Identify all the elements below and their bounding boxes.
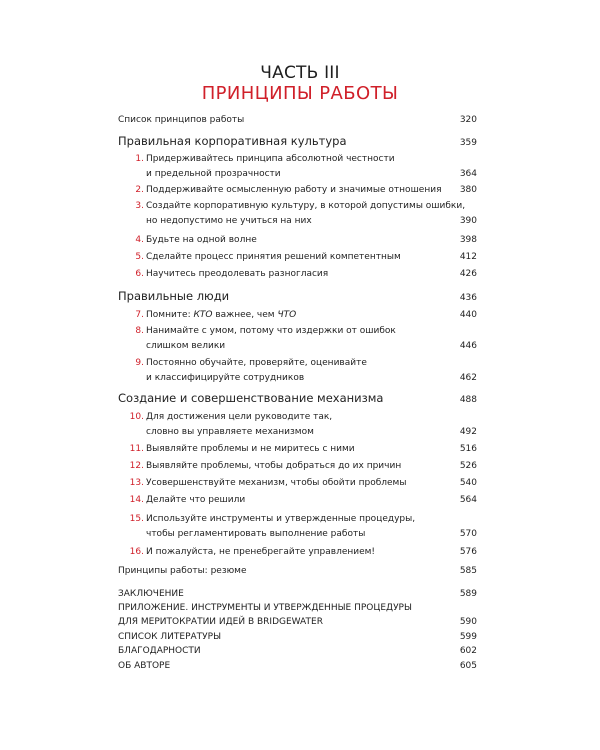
toc-item-label: Создайте корпоративную культуру, в которой допустимы ошибки, но недопустимо не учиться на них (146, 201, 466, 226)
toc-item-label: Постоянно обучайте, проверяйте, оценивайте и классифицируйте сотрудников (146, 358, 367, 383)
toc-item-label: Выявляйте проблемы, чтобы добраться до их причин (146, 461, 402, 471)
toc-item-number: 2. (135, 185, 144, 195)
toc-item-number: 8. (135, 326, 144, 336)
toc-item-number: 16. (129, 547, 144, 557)
toc-item-number: 5. (135, 252, 144, 262)
toc-page-number: 436 (459, 293, 477, 303)
toc-page-number: 605 (459, 661, 477, 671)
toc-page-number: 564 (459, 495, 477, 505)
toc-item-number: 3. (135, 201, 144, 211)
toc-entry-label: ЗАКЛЮЧЕНИЕ (118, 589, 184, 599)
toc-page-number: 364 (459, 169, 477, 179)
toc-item-label: Усовершенствуйте механизм, чтобы обойти проблемы (146, 478, 407, 488)
part-subtitle: ПРИНЦИПЫ РАБОТЫ (201, 83, 399, 104)
toc-page-number: 599 (459, 632, 477, 642)
toc-entry-label: ПРИЛОЖЕНИЕ. ИНСТРУМЕНТЫ И УТВЕРЖДЕННЫЕ ПРОЦЕДУРЫ ДЛЯ МЕРИТОКРАТИИ ИДЕЙ В BRIDGEWATER (118, 603, 412, 627)
toc-page-number: 359 (459, 138, 477, 148)
toc-entry-label: СПИСОК ЛИТЕРАТУРЫ (118, 632, 222, 642)
toc-item-label: Сделайте процесс принятия решений компетентным (146, 252, 401, 262)
toc-item-label: Нанимайте с умом, потому что издержки от ошибок слишком велики (146, 326, 396, 351)
toc-entry-label: БЛАГОДАРНОСТИ (118, 646, 201, 656)
toc-entry-label: Принципы работы: резюме (118, 566, 247, 576)
toc-page-number: 426 (459, 269, 477, 279)
toc-entry-label: ОБ АВТОРЕ (118, 661, 171, 671)
toc-page-number: 576 (459, 547, 477, 557)
toc-entry-label: Список принципов работы (118, 115, 245, 125)
toc-item-label: Используйте инструменты и утвержденные процедуры, чтобы регламентировать выполнение работы (146, 514, 416, 539)
toc-page-number: 602 (459, 646, 477, 656)
toc-page-number: 526 (459, 461, 477, 471)
toc-section-label: Создание и совершенствование механизма (118, 391, 384, 405)
part-title: ЧАСТЬ III (260, 63, 340, 83)
toc-item-number: 10. (129, 412, 144, 422)
toc-item-label: Выявляйте проблемы и не миритесь с ними (146, 444, 355, 454)
toc-page-number: 488 (459, 395, 477, 405)
toc-page-number: 462 (459, 373, 477, 383)
toc-item-label: Поддерживайте осмысленную работу и значимые отношения (146, 185, 442, 195)
toc-page-number: 590 (459, 617, 477, 627)
toc-item-number: 14. (129, 495, 144, 505)
toc-page-number: 570 (459, 529, 477, 539)
toc-page-number: 516 (459, 444, 477, 454)
toc-section-label: Правильная корпоративная культура (118, 134, 347, 148)
toc-item-number: 9. (135, 358, 144, 368)
toc-item-label: Для достижения цели руководите так, словно вы управляете механизмом (146, 412, 333, 437)
toc-page-number: 398 (459, 235, 477, 245)
toc-item-number: 11. (129, 444, 144, 454)
toc-page-number: 446 (459, 341, 477, 351)
toc-item-number: 13. (129, 478, 144, 488)
toc-item-label: Помните: КТО важнее, чем ЧТО (146, 310, 297, 320)
toc-item-number: 7. (135, 310, 144, 320)
toc-item-label: Делайте что решили (146, 495, 246, 505)
toc-page-number: 390 (459, 216, 477, 226)
toc-item-label: И пожалуйста, не пренебрегайте управлением! (146, 547, 376, 557)
toc-page-number: 492 (459, 427, 477, 437)
toc-page-number: 380 (459, 185, 477, 195)
toc-page-number: 585 (459, 566, 477, 576)
toc-item-number: 12. (129, 461, 144, 471)
toc-page-number: 412 (459, 252, 477, 262)
toc-page-number: 540 (459, 478, 477, 488)
toc-section-label: Правильные люди (118, 289, 230, 303)
toc-item-number: 15. (129, 514, 144, 524)
toc-page-number: 440 (459, 310, 477, 320)
toc-item-number: 6. (135, 269, 144, 279)
toc-page-number: 589 (459, 589, 477, 599)
toc-item-label: Научитесь преодолевать разногласия (146, 269, 329, 279)
toc-item-number: 4. (135, 235, 144, 245)
toc-item-number: 1. (135, 154, 144, 164)
toc-page-number: 320 (459, 115, 477, 125)
toc-item-label: Будьте на одной волне (146, 235, 257, 245)
toc-item-label: Придерживайтесь принципа абсолютной честности и предельной прозрачности (146, 154, 395, 179)
